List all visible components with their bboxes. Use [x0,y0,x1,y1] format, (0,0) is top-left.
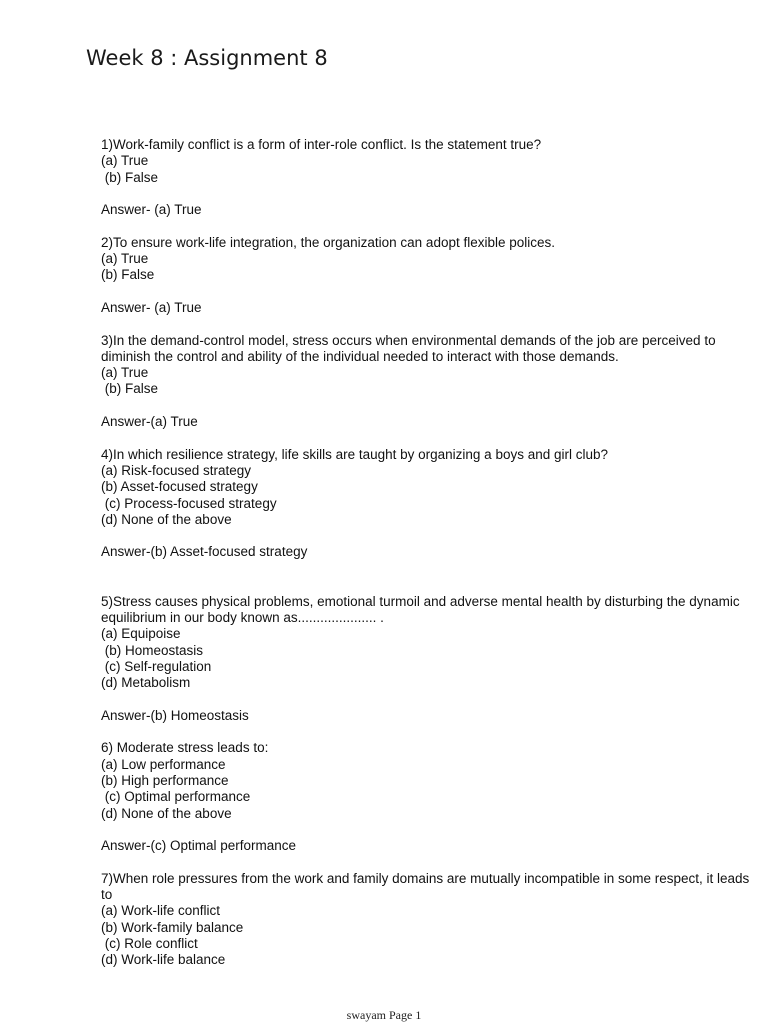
option-b: (b) Work-family balance [101,919,244,935]
option-a: (a) True [101,251,149,267]
question-6 [101,740,756,854]
option-b: (b) False [101,381,159,397]
question-text: 2)To ensure work-life integration, the organization can adopt flexible polices. [101,234,556,250]
question-text: 6) Moderate stress leads to: [101,740,269,756]
option-a: (a) Risk-focused strategy [101,462,252,478]
option-b: (b) Homeostasis [101,642,204,658]
question-1 [101,137,756,218]
answer-text: Answer-(a) True [101,414,198,430]
option-a: (a) True [101,365,149,381]
option-c: (c) Self-regulation [101,658,212,674]
option-c: (c) Role conflict [101,935,198,951]
question-7 [101,871,756,969]
question-text: 1)Work-family conflict is a form of inter-role conflict. Is the statement true? [101,137,542,152]
question-text: 7)When role pressures from the work and family domains are mutually incompatible in some respect, it leads to [101,870,754,903]
question-text: 5)Stress causes physical problems, emotional turmoil and adverse mental health by disturbing the dynamic equilibrium in our body known as..................... . [101,593,744,626]
answer-text: Answer- (a) True [101,202,202,218]
question-4 [101,447,756,561]
option-b: (b) Asset-focused strategy [101,479,258,495]
option-a: (a) True [101,153,149,169]
question-list [101,137,756,969]
option-a: (a) Work-life conflict [101,903,221,919]
answer-text: Answer- (a) True [101,299,202,315]
option-b: (b) High performance [101,772,229,788]
option-d: (d) None of the above [101,805,232,821]
question-5 [101,594,756,724]
option-c: (c) Process-focused strategy [101,495,277,511]
page-title: Week 8 : Assignment 8 [86,46,328,70]
option-a: (a) Equipoise [101,626,181,642]
question-2 [101,235,756,316]
option-c: (c) Optimal performance [101,789,251,805]
answer-text: Answer-(c) Optimal performance [101,838,297,854]
page-footer: swayam Page 1 [346,1008,422,1022]
answer-text: Answer-(b) Asset-focused strategy [101,544,308,560]
question-3 [101,333,756,431]
option-b: (b) False [101,267,155,283]
option-a: (a) Low performance [101,756,226,772]
option-d: (d) None of the above [101,511,232,527]
question-text: 4)In which resilience strategy, life skills are taught by organizing a boys and girl club? [101,446,609,462]
option-d: (d) Metabolism [101,675,191,691]
option-b: (b) False [101,169,159,185]
answer-text: Answer-(b) Homeostasis [101,707,249,723]
option-d: (d) Work-life balance [101,952,226,968]
question-text: 3)In the demand-control model, stress occurs when environmental demands of the job are perceived to diminish the control and ability of the individual needed to interact with those demands. [101,332,720,364]
